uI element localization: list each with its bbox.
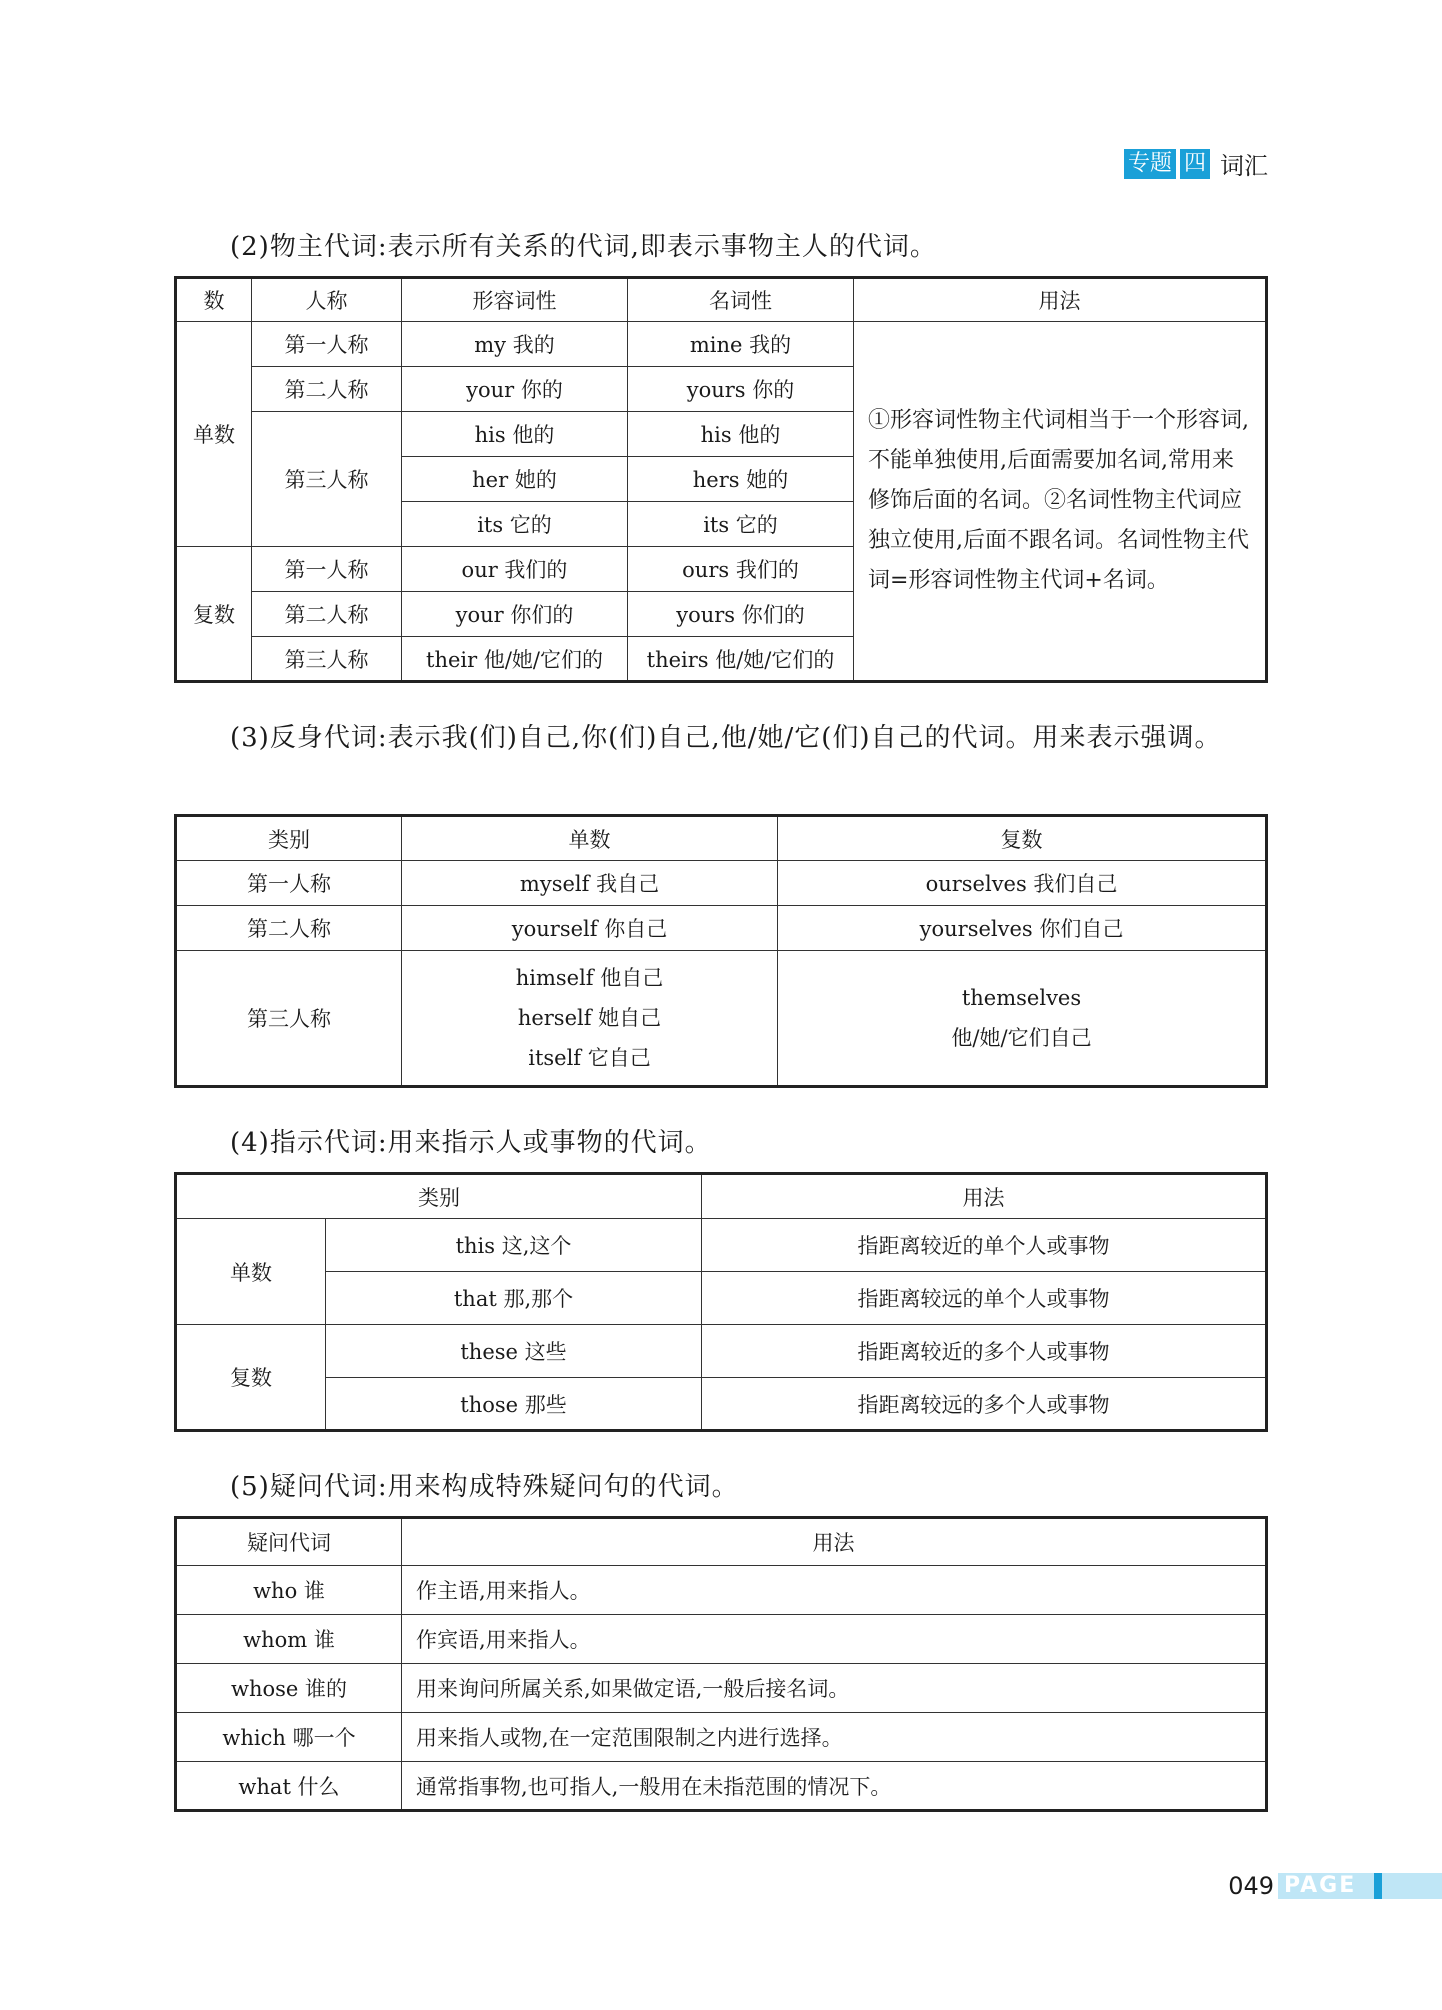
- adj-cell: our 我们的: [402, 547, 628, 592]
- group-singular: 单数: [176, 1219, 326, 1325]
- singular-line: itself 它自己: [528, 1046, 651, 1070]
- header-usage: 用法: [702, 1174, 1267, 1219]
- category-cell: 第一人称: [176, 861, 402, 906]
- word-cell: these 这些: [326, 1325, 702, 1378]
- chapter-title: 词汇: [1220, 152, 1268, 180]
- person-cell: 第三人称: [252, 412, 402, 547]
- group-plural: 复数: [176, 1325, 326, 1431]
- noun-cell: hers 她的: [628, 457, 854, 502]
- possessive-pronoun-table: [174, 276, 1268, 683]
- word-cell: that 那,那个: [326, 1272, 702, 1325]
- page-footer: [1228, 1872, 1442, 1900]
- singular-cell: [402, 951, 778, 1087]
- usage-cell: 指距离较近的多个人或事物: [702, 1325, 1267, 1378]
- usage-cell: 指距离较远的单个人或事物: [702, 1272, 1267, 1325]
- demonstrative-pronoun-table: [174, 1172, 1268, 1432]
- usage-cell: 指距离较近的单个人或事物: [702, 1219, 1267, 1272]
- header-category: 类别: [176, 816, 402, 861]
- plural-line: themselves: [961, 986, 1082, 1010]
- noun-cell: ours 我们的: [628, 547, 854, 592]
- header-noun: 名词性: [628, 278, 854, 322]
- word-cell: those 那些: [326, 1378, 702, 1431]
- person-cell: 第三人称: [252, 637, 402, 682]
- word-cell: whose 谁的: [176, 1664, 402, 1713]
- plural-cell: [778, 951, 1267, 1087]
- noun-cell: yours 你们的: [628, 592, 854, 637]
- chapter-box: 专题: [1124, 149, 1176, 179]
- chapter-header: [1124, 146, 1268, 181]
- person-cell: 第一人称: [252, 322, 402, 367]
- noun-cell: its 它的: [628, 502, 854, 547]
- adj-cell: my 我的: [402, 322, 628, 367]
- person-cell: 第二人称: [252, 592, 402, 637]
- chapter-number-box: 四: [1180, 149, 1210, 179]
- adj-cell: her 她的: [402, 457, 628, 502]
- page-number: 049: [1228, 1872, 1274, 1900]
- word-cell: this 这,这个: [326, 1219, 702, 1272]
- header-usage: 用法: [854, 278, 1267, 322]
- usage-cell: 用来询问所属关系,如果做定语,一般后接名词。: [402, 1664, 1267, 1713]
- reflexive-pronoun-table: [174, 814, 1268, 1088]
- page-accent-stripe: [1374, 1873, 1382, 1899]
- word-cell: who 谁: [176, 1566, 402, 1615]
- usage-cell: 作宾语,用来指人。: [402, 1615, 1267, 1664]
- plural-cell: ourselves 我们自己: [778, 861, 1267, 906]
- adj-cell: their 他/她/它们的: [402, 637, 628, 682]
- noun-cell: yours 你的: [628, 367, 854, 412]
- person-cell: 第一人称: [252, 547, 402, 592]
- usage-cell: 指距离较远的多个人或事物: [702, 1378, 1267, 1431]
- header-category: 类别: [176, 1174, 702, 1219]
- group-singular: 单数: [176, 322, 252, 547]
- singular-cell: yourself 你自己: [402, 906, 778, 951]
- header-adjective: 形容词性: [402, 278, 628, 322]
- header-usage: 用法: [402, 1518, 1267, 1566]
- person-cell: 第二人称: [252, 367, 402, 412]
- header-number: 数: [176, 278, 252, 322]
- word-cell: what 什么: [176, 1762, 402, 1811]
- interrogative-pronoun-table: [174, 1516, 1268, 1812]
- adj-cell: his 他的: [402, 412, 628, 457]
- noun-cell: mine 我的: [628, 322, 854, 367]
- noun-cell: theirs 他/她/它们的: [628, 637, 854, 682]
- usage-cell: 通常指事物,也可指人,一般用在未指范围的情况下。: [402, 1762, 1267, 1811]
- section-5-title: (5)疑问代词:用来构成特殊疑问句的代词。: [230, 1472, 739, 1502]
- usage-cell: 用来指人或物,在一定范围限制之内进行选择。: [402, 1713, 1267, 1762]
- plural-line: 他/她/它们自己: [951, 1026, 1092, 1050]
- header-interrogative: 疑问代词: [176, 1518, 402, 1566]
- usage-cell: 作主语,用来指人。: [402, 1566, 1267, 1615]
- usage-cell: ①形容词性物主代词相当于一个形容词,不能单独使用,后面需要加名词,常用来修饰后面的名词。②名词性物主代词应独立使用,后面不跟名词。名词性物主代词=形容词性物主代词+名词。: [854, 322, 1267, 682]
- plural-cell: yourselves 你们自己: [778, 906, 1267, 951]
- singular-cell: myself 我自己: [402, 861, 778, 906]
- adj-cell: its 它的: [402, 502, 628, 547]
- category-cell: 第三人称: [176, 951, 402, 1087]
- noun-cell: his 他的: [628, 412, 854, 457]
- header-person: 人称: [252, 278, 402, 322]
- header-plural: 复数: [778, 816, 1267, 861]
- adj-cell: your 你们的: [402, 592, 628, 637]
- header-singular: 单数: [402, 816, 778, 861]
- section-4-title: (4)指示代词:用来指示人或事物的代词。: [230, 1128, 712, 1158]
- word-cell: whom 谁: [176, 1615, 402, 1664]
- page-word: PAGE: [1284, 1873, 1357, 1898]
- singular-line: herself 她自己: [517, 1006, 662, 1030]
- word-cell: which 哪一个: [176, 1713, 402, 1762]
- singular-line: himself 他自己: [515, 966, 664, 990]
- group-plural: 复数: [176, 547, 252, 682]
- adj-cell: your 你的: [402, 367, 628, 412]
- category-cell: 第二人称: [176, 906, 402, 951]
- section-3-title: (3)反身代词:表示我(们)自己,你(们)自己,他/她/它(们)自己的代词。用来表示强调。: [230, 723, 1222, 753]
- page-bar: [1278, 1873, 1442, 1899]
- section-2-title: (2)物主代词:表示所有关系的代词,即表示事物主人的代词。: [230, 232, 937, 262]
